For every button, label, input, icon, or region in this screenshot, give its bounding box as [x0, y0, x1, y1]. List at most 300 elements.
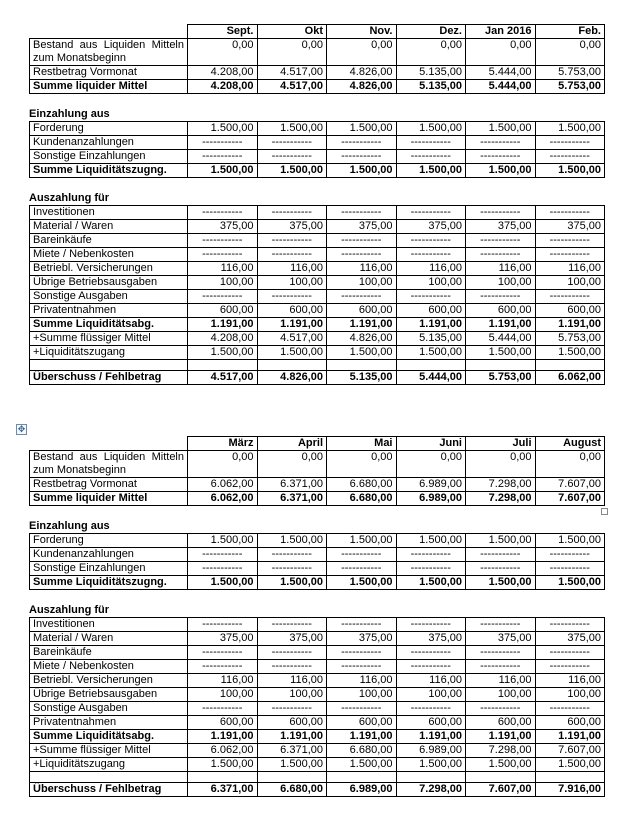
cell-value: 6.062,00 [188, 478, 258, 492]
cell-value: ----------- [188, 646, 258, 660]
table-row [30, 576, 605, 590]
table-row [30, 234, 605, 248]
cell-value: ----------- [535, 646, 605, 660]
cell-value: 1.500,00 [327, 164, 397, 178]
empty-cell [257, 772, 327, 783]
cell-value: 100,00 [535, 688, 605, 702]
table-row [30, 276, 605, 290]
cell-value: 375,00 [466, 632, 536, 646]
cell-value: 100,00 [257, 276, 327, 290]
cell-value: 116,00 [188, 674, 258, 688]
cell-value: 116,00 [188, 262, 258, 276]
cell-value: 6.371,00 [257, 492, 327, 506]
cell-value: ----------- [396, 660, 466, 674]
cell-value: 0,00 [466, 39, 536, 66]
row-label: Forderung [30, 534, 188, 548]
cell-value: 1.500,00 [535, 758, 605, 772]
cell-value: 600,00 [535, 304, 605, 318]
cell-value: 0,00 [396, 451, 466, 478]
cell-value: 0,00 [188, 39, 258, 66]
cell-value: ----------- [188, 702, 258, 716]
cell-value: 375,00 [327, 632, 397, 646]
cell-value: ----------- [257, 646, 327, 660]
cell-value: ----------- [327, 660, 397, 674]
cell-value: 1.191,00 [257, 730, 327, 744]
cell-value: 0,00 [327, 451, 397, 478]
expense-table [29, 205, 605, 385]
cell-value: 4.826,00 [257, 371, 327, 385]
empty-cell [30, 772, 188, 783]
cell-value: ----------- [188, 618, 258, 632]
cell-value: 6.062,00 [188, 492, 258, 506]
cell-value: 100,00 [188, 276, 258, 290]
cell-value: 6.371,00 [188, 783, 258, 797]
cell-value: 4.517,00 [257, 332, 327, 346]
row-label: Sonstige Ausgaben [30, 702, 188, 716]
cell-value: ----------- [327, 150, 397, 164]
cell-value: 116,00 [535, 674, 605, 688]
month-header: Okt [257, 25, 327, 39]
cell-value: 1.500,00 [327, 346, 397, 360]
table-row [30, 716, 605, 730]
table-row [30, 632, 605, 646]
cell-value: ----------- [257, 150, 327, 164]
cell-value: 6.371,00 [257, 744, 327, 758]
spacer-row [30, 360, 605, 371]
cell-value: 5.444,00 [466, 80, 536, 94]
cell-value: 375,00 [466, 220, 536, 234]
cell-value: 0,00 [327, 39, 397, 66]
cell-value: 1.500,00 [257, 346, 327, 360]
cell-value: ----------- [188, 136, 258, 150]
table-row [30, 346, 605, 360]
income-table [29, 121, 605, 178]
cell-value: 1.500,00 [257, 164, 327, 178]
cell-value: 1.500,00 [257, 758, 327, 772]
cell-value: 4.826,00 [327, 80, 397, 94]
cell-value: 116,00 [257, 262, 327, 276]
table-row [30, 371, 605, 385]
empty-cell [535, 360, 605, 371]
empty-cell [188, 772, 258, 783]
cell-value: ----------- [535, 234, 605, 248]
row-label: Summe Liquiditätszugng. [30, 164, 188, 178]
cell-value: ----------- [257, 290, 327, 304]
cell-value: 116,00 [396, 262, 466, 276]
row-label: Sonstige Einzahlungen [30, 562, 188, 576]
cell-value: 6.062,00 [535, 371, 605, 385]
cell-value: ----------- [466, 234, 536, 248]
cell-value: ----------- [188, 548, 258, 562]
cell-value: 600,00 [535, 716, 605, 730]
liquidity-table-2 [29, 436, 604, 797]
month-header: Juli [466, 437, 536, 451]
cell-value: 4.517,00 [188, 371, 258, 385]
row-label: Kundenanzahlungen [30, 548, 188, 562]
cell-value: 7.916,00 [535, 783, 605, 797]
month-header: April [257, 437, 327, 451]
cell-value: ----------- [327, 290, 397, 304]
row-label: Überschuss / Fehlbetrag [30, 783, 188, 797]
cell-value: ----------- [535, 702, 605, 716]
cell-value: 600,00 [396, 716, 466, 730]
cell-value: ----------- [188, 150, 258, 164]
cell-value: ----------- [535, 136, 605, 150]
cell-value: ----------- [188, 248, 258, 262]
cell-value: ----------- [466, 618, 536, 632]
cell-value: 116,00 [466, 674, 536, 688]
cell-value: 375,00 [535, 220, 605, 234]
table-row [30, 318, 605, 332]
row-label: Sonstige Einzahlungen [30, 150, 188, 164]
cell-value: 6.062,00 [188, 744, 258, 758]
cell-value: ----------- [466, 562, 536, 576]
cell-value: 1.500,00 [257, 534, 327, 548]
table-row [30, 730, 605, 744]
table-row [30, 674, 605, 688]
cell-value: 100,00 [466, 688, 536, 702]
empty-cell [257, 360, 327, 371]
cell-value: ----------- [188, 234, 258, 248]
empty-cell [466, 360, 536, 371]
table-row [30, 332, 605, 346]
cell-value: 4.208,00 [188, 66, 258, 80]
cell-value: 1.500,00 [327, 122, 397, 136]
table-row [30, 262, 605, 276]
cell-value: 6.989,00 [396, 492, 466, 506]
table-row [30, 451, 605, 478]
spacer-row [30, 772, 605, 783]
table-resize-handle[interactable] [601, 508, 608, 515]
row-label: Restbetrag Vormonat [30, 66, 188, 80]
cell-value: 100,00 [396, 276, 466, 290]
table-row [30, 744, 605, 758]
cell-value: 0,00 [257, 451, 327, 478]
cell-value: ----------- [396, 248, 466, 262]
table-row [30, 220, 605, 234]
cell-value: 5.753,00 [466, 371, 536, 385]
cell-value: ----------- [188, 206, 258, 220]
month-header: Sept. [188, 25, 258, 39]
cell-value: 1.191,00 [535, 318, 605, 332]
cell-value: 1.500,00 [535, 576, 605, 590]
table-row [30, 688, 605, 702]
cell-value: ----------- [188, 562, 258, 576]
row-label: Summe liquider Mittel [30, 80, 188, 94]
row-label: +Summe flüssiger Mittel [30, 744, 188, 758]
cell-value: 0,00 [188, 451, 258, 478]
cell-value: 116,00 [535, 262, 605, 276]
cell-value: 116,00 [327, 262, 397, 276]
cell-value: 600,00 [466, 304, 536, 318]
cell-value: 7.298,00 [466, 478, 536, 492]
liquidity-table-1 [29, 24, 604, 385]
row-label: Forderung [30, 122, 188, 136]
cell-value: 100,00 [535, 276, 605, 290]
cell-value: ----------- [466, 290, 536, 304]
cell-value: 5.444,00 [466, 66, 536, 80]
spacer [29, 178, 604, 186]
cell-value: 7.607,00 [535, 744, 605, 758]
row-label: Bestand aus Liquiden Mitteln zum Monatsbeginn [30, 39, 188, 66]
cell-value: 1.191,00 [188, 730, 258, 744]
table-row [30, 164, 605, 178]
cell-value: 1.500,00 [535, 164, 605, 178]
cell-value: 600,00 [396, 304, 466, 318]
cell-value: 1.191,00 [535, 730, 605, 744]
table-row [30, 304, 605, 318]
cell-value: ----------- [327, 646, 397, 660]
cell-value: ----------- [396, 150, 466, 164]
cell-value: 0,00 [535, 451, 605, 478]
section-title-auszahlung: Auszahlung für [29, 604, 110, 616]
cell-value: 1.191,00 [466, 318, 536, 332]
table-row [30, 702, 605, 716]
cell-value: 1.500,00 [188, 534, 258, 548]
header-corner [30, 437, 188, 451]
row-label: Sonstige Ausgaben [30, 290, 188, 304]
cell-value: 1.191,00 [466, 730, 536, 744]
cell-value: ----------- [188, 290, 258, 304]
cell-value: 1.500,00 [396, 576, 466, 590]
table-row [30, 478, 605, 492]
cell-value: 0,00 [257, 39, 327, 66]
cell-value: 1.191,00 [257, 318, 327, 332]
cell-value: 4.826,00 [327, 332, 397, 346]
cell-value: ----------- [396, 206, 466, 220]
empty-cell [327, 772, 397, 783]
cell-value: ----------- [396, 136, 466, 150]
cell-value: 6.989,00 [396, 478, 466, 492]
row-label: Privatentnahmen [30, 304, 188, 318]
cell-value: 1.500,00 [466, 576, 536, 590]
section-title-einzahlung: Einzahlung aus [29, 108, 110, 120]
cell-value: 4.208,00 [188, 332, 258, 346]
cell-value: 1.500,00 [396, 122, 466, 136]
cell-value: ----------- [535, 562, 605, 576]
cell-value: 100,00 [396, 688, 466, 702]
cell-value: ----------- [535, 206, 605, 220]
row-label: Material / Waren [30, 220, 188, 234]
cell-value: ----------- [327, 562, 397, 576]
row-label: +Liquiditätszugang [30, 346, 188, 360]
month-header: Juni [396, 437, 466, 451]
cell-value: ----------- [535, 150, 605, 164]
cell-value: 5.753,00 [535, 80, 605, 94]
cell-value: 116,00 [396, 674, 466, 688]
month-header: August [535, 437, 605, 451]
table-row [30, 80, 605, 94]
cell-value: 1.500,00 [188, 758, 258, 772]
cell-value: ----------- [396, 290, 466, 304]
cell-value: ----------- [327, 136, 397, 150]
cell-value: ----------- [257, 248, 327, 262]
opening-balance-table [29, 436, 605, 506]
cell-value: 1.191,00 [327, 318, 397, 332]
table-row [30, 206, 605, 220]
cell-value: ----------- [535, 618, 605, 632]
cell-value: 6.680,00 [257, 783, 327, 797]
row-label: Investitionen [30, 206, 188, 220]
row-label: Übrige Betriebsausgaben [30, 276, 188, 290]
cell-value: 600,00 [257, 716, 327, 730]
cell-value: 1.500,00 [466, 758, 536, 772]
cell-value: 375,00 [188, 220, 258, 234]
empty-cell [30, 360, 188, 371]
cell-value: ----------- [396, 562, 466, 576]
cell-value: ----------- [466, 150, 536, 164]
cell-value: 6.371,00 [257, 478, 327, 492]
cell-value: ----------- [327, 248, 397, 262]
cell-value: 100,00 [327, 276, 397, 290]
cell-value: ----------- [327, 618, 397, 632]
table-row [30, 562, 605, 576]
cell-value: 4.517,00 [257, 80, 327, 94]
cell-value: 5.135,00 [396, 80, 466, 94]
cell-value: 5.753,00 [535, 66, 605, 80]
cell-value: 100,00 [466, 276, 536, 290]
month-header: Mai [327, 437, 397, 451]
cell-value: ----------- [535, 290, 605, 304]
cell-value: 4.517,00 [257, 66, 327, 80]
cell-value: 1.500,00 [188, 164, 258, 178]
cell-value: 100,00 [188, 688, 258, 702]
cell-value: 6.680,00 [327, 492, 397, 506]
cell-value: 1.191,00 [188, 318, 258, 332]
cell-value: ----------- [257, 136, 327, 150]
header-corner [30, 25, 188, 39]
cell-value: 116,00 [257, 674, 327, 688]
row-label: Kundenanzahlungen [30, 136, 188, 150]
row-label: Überschuss / Fehlbetrag [30, 371, 188, 385]
cell-value: 1.500,00 [188, 576, 258, 590]
cell-value: ----------- [466, 702, 536, 716]
cell-value: 600,00 [327, 716, 397, 730]
table-row [30, 618, 605, 632]
cell-value: 4.826,00 [327, 66, 397, 80]
cell-value: 375,00 [327, 220, 397, 234]
cell-value: 6.989,00 [396, 744, 466, 758]
cell-value: 600,00 [466, 716, 536, 730]
row-label: Bestand aus Liquiden Mitteln zum Monatsbeginn [30, 451, 188, 478]
opening-balance-table [29, 24, 605, 94]
cell-value: 600,00 [188, 304, 258, 318]
cell-value: 1.500,00 [396, 346, 466, 360]
cell-value: ----------- [466, 660, 536, 674]
cell-value: 1.500,00 [257, 576, 327, 590]
cell-value: ----------- [466, 646, 536, 660]
cell-value: 100,00 [257, 688, 327, 702]
cell-value: 1.191,00 [396, 318, 466, 332]
cell-value: 600,00 [257, 304, 327, 318]
cell-value: 1.191,00 [327, 730, 397, 744]
cell-value: 7.298,00 [466, 492, 536, 506]
row-label: Miete / Nebenkosten [30, 660, 188, 674]
cell-value: 5.135,00 [327, 371, 397, 385]
table-row [30, 548, 605, 562]
cell-value: 1.500,00 [188, 122, 258, 136]
cell-value: 1.500,00 [396, 758, 466, 772]
empty-cell [396, 360, 466, 371]
spacer [29, 506, 604, 514]
cell-value: ----------- [466, 206, 536, 220]
expense-table [29, 617, 605, 797]
month-header: Nov. [327, 25, 397, 39]
table-row [30, 492, 605, 506]
row-label: Material / Waren [30, 632, 188, 646]
cell-value: 5.135,00 [396, 332, 466, 346]
row-label: Restbetrag Vormonat [30, 478, 188, 492]
cell-value: ----------- [535, 660, 605, 674]
cell-value: ----------- [257, 618, 327, 632]
cell-value: ----------- [466, 136, 536, 150]
empty-cell [396, 772, 466, 783]
cell-value: 1.500,00 [396, 164, 466, 178]
cell-value: 4.208,00 [188, 80, 258, 94]
month-header: Feb. [535, 25, 605, 39]
cell-value: 375,00 [188, 632, 258, 646]
cell-value: 375,00 [396, 632, 466, 646]
cell-value: 600,00 [188, 716, 258, 730]
cell-value: ----------- [188, 660, 258, 674]
cell-value: ----------- [257, 660, 327, 674]
spacer [29, 94, 604, 102]
section-title-auszahlung: Auszahlung für [29, 192, 110, 204]
cell-value: 116,00 [327, 674, 397, 688]
income-table [29, 533, 605, 590]
row-label: Summe Liquiditätsabg. [30, 730, 188, 744]
cell-value: ----------- [396, 646, 466, 660]
table-move-handle-icon[interactable]: ✥ [17, 424, 26, 434]
cell-value: 1.500,00 [396, 534, 466, 548]
cell-value: ----------- [396, 618, 466, 632]
cell-value: 0,00 [535, 39, 605, 66]
cell-value: ----------- [535, 248, 605, 262]
table-row [30, 646, 605, 660]
row-label: Betriebl. Versicherungen [30, 674, 188, 688]
cell-value: ----------- [396, 234, 466, 248]
month-header: Dez. [396, 25, 466, 39]
cell-value: 1.500,00 [327, 758, 397, 772]
row-label: +Liquiditätszugang [30, 758, 188, 772]
cell-value: ----------- [327, 548, 397, 562]
cell-value: ----------- [257, 206, 327, 220]
cell-value: 0,00 [466, 451, 536, 478]
cell-value: ----------- [257, 234, 327, 248]
table-row [30, 758, 605, 772]
row-label: Übrige Betriebsausgaben [30, 688, 188, 702]
cell-value: 1.500,00 [257, 122, 327, 136]
row-label: Privatentnahmen [30, 716, 188, 730]
table-row [30, 783, 605, 797]
row-label: Summe liquider Mittel [30, 492, 188, 506]
table-row [30, 290, 605, 304]
cell-value: 1.500,00 [466, 122, 536, 136]
cell-value: 1.500,00 [466, 164, 536, 178]
cell-value: 100,00 [327, 688, 397, 702]
cell-value: 1.500,00 [535, 122, 605, 136]
cell-value: ----------- [396, 702, 466, 716]
row-label: +Summe flüssiger Mittel [30, 332, 188, 346]
cell-value: ----------- [257, 702, 327, 716]
cell-value: 1.500,00 [188, 346, 258, 360]
row-label: Miete / Nebenkosten [30, 248, 188, 262]
cell-value: 1.500,00 [327, 534, 397, 548]
cell-value: 1.191,00 [396, 730, 466, 744]
cell-value: 375,00 [535, 632, 605, 646]
section-title-einzahlung: Einzahlung aus [29, 520, 110, 532]
cell-value: ----------- [257, 548, 327, 562]
